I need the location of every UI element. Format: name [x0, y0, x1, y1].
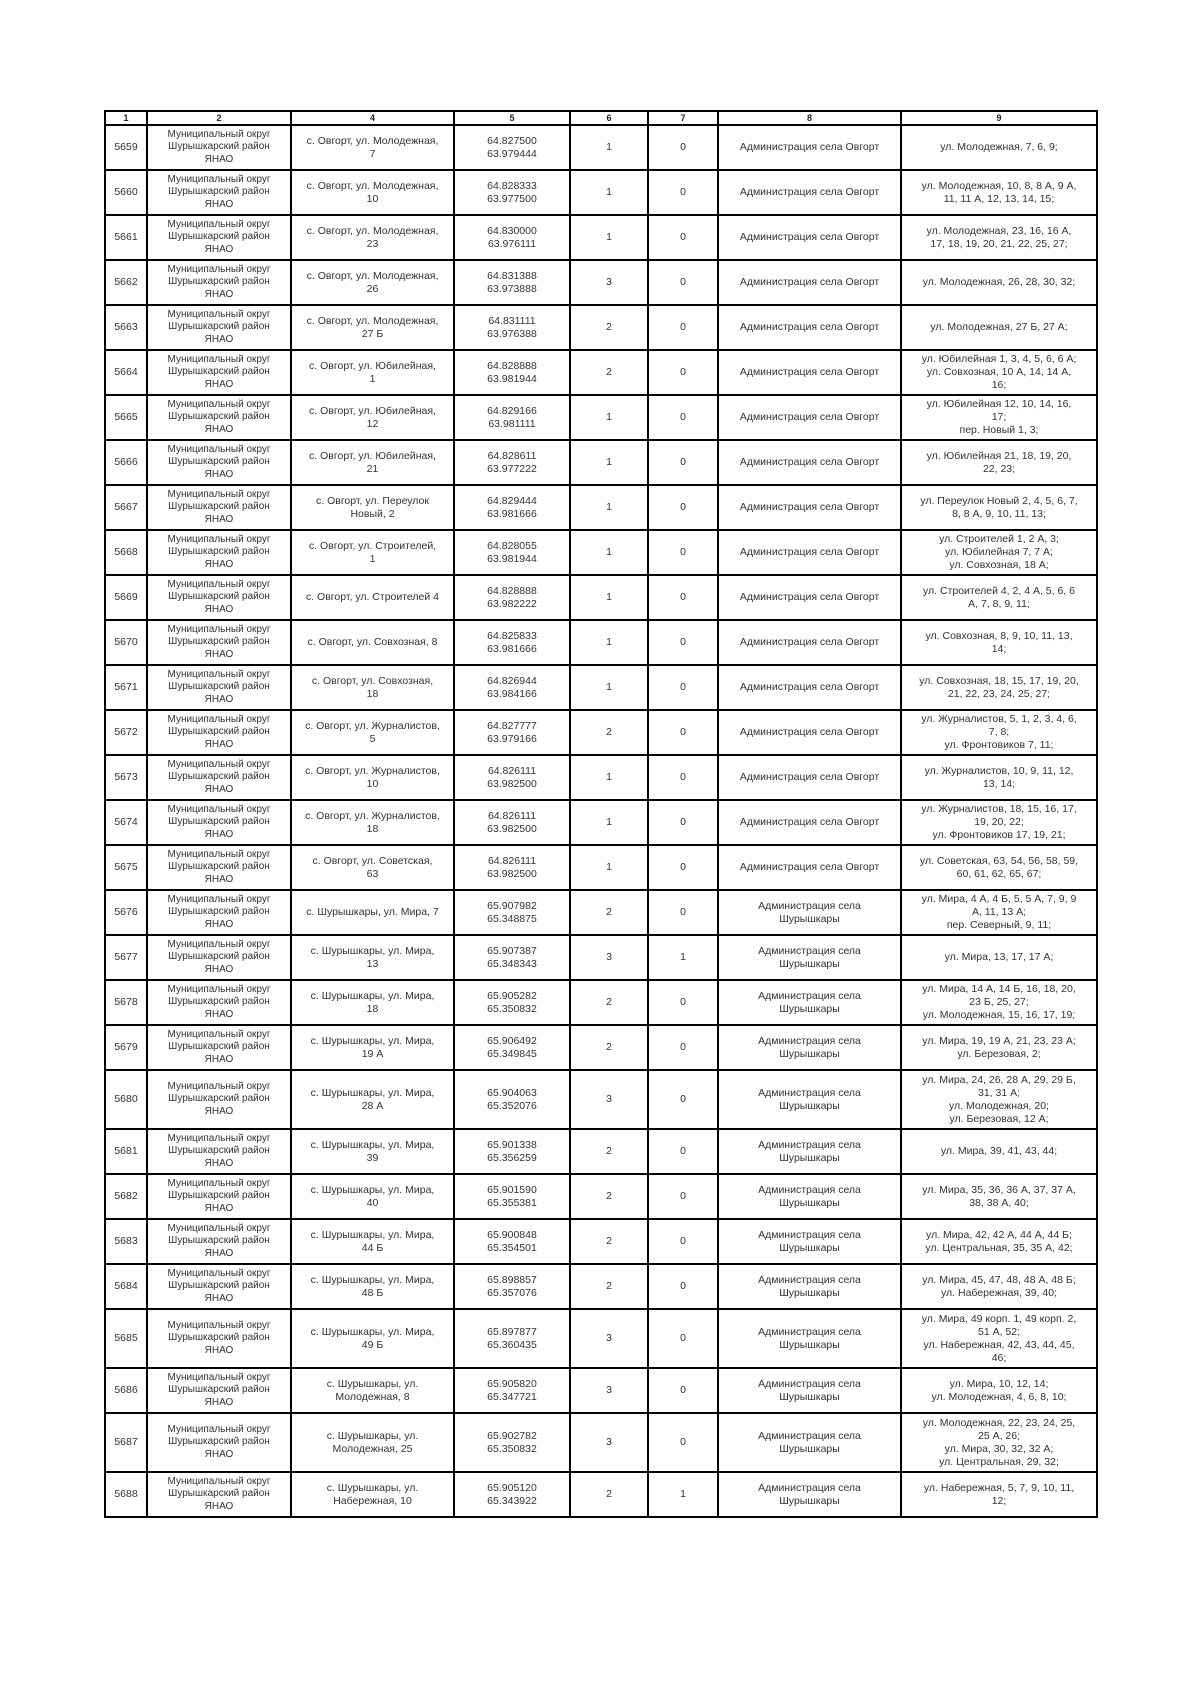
cell-coordinates: 64.828888 63.981944	[454, 350, 570, 395]
cell-served-addresses: ул. Юбилейная 12, 10, 14, 16, 17; пер. Новый 1, 3;	[901, 395, 1097, 440]
table-row	[105, 935, 1097, 980]
cell-municipality: Муниципальный округ Шурышкарский район ЯНАО	[147, 1070, 291, 1129]
table-row	[105, 215, 1097, 260]
cell-count: 2	[570, 890, 648, 935]
cell-number: 5688	[105, 1472, 147, 1517]
cell-served-addresses: ул. Молодежная, 22, 23, 24, 25, 25 А, 26; ул. Мира, 30, 32, 32 А; ул. Центральная, 29, 32;	[901, 1413, 1097, 1472]
cell-address: с. Шурышкары, ул. Набережная, 10	[291, 1472, 454, 1517]
header-cell: 9	[901, 111, 1097, 125]
cell-address: с. Шурышкары, ул. Молодежная, 8	[291, 1368, 454, 1413]
cell-administration: Администрация села Овгорт	[718, 350, 901, 395]
cell-address: с. Овгорт, ул. Молодежная, 10	[291, 170, 454, 215]
cell-flag: 0	[648, 1368, 718, 1413]
cell-municipality: Муниципальный округ Шурышкарский район ЯНАО	[147, 800, 291, 845]
cell-number: 5668	[105, 530, 147, 575]
cell-address: с. Овгорт, ул. Молодежная, 27 Б	[291, 305, 454, 350]
cell-administration: Администрация села Шурышкары	[718, 1129, 901, 1174]
cell-coordinates: 64.826111 63.982500	[454, 755, 570, 800]
cell-coordinates: 65.897877 65.360435	[454, 1309, 570, 1368]
header-cell: 1	[105, 111, 147, 125]
cell-count: 1	[570, 575, 648, 620]
cell-coordinates: 65.907982 65.348875	[454, 890, 570, 935]
cell-count: 1	[570, 620, 648, 665]
cell-administration: Администрация села Овгорт	[718, 755, 901, 800]
cell-address: с. Шурышкары, ул. Мира, 13	[291, 935, 454, 980]
document-table	[104, 110, 1098, 1518]
cell-count: 1	[570, 530, 648, 575]
cell-served-addresses: ул. Мира, 10, 12, 14; ул. Молодежная, 4, 6, 8, 10;	[901, 1368, 1097, 1413]
cell-address: с. Овгорт, ул. Молодежная, 23	[291, 215, 454, 260]
cell-coordinates: 65.907387 65.348343	[454, 935, 570, 980]
cell-coordinates: 65.905820 65.347721	[454, 1368, 570, 1413]
cell-administration: Администрация села Шурышкары	[718, 1174, 901, 1219]
cell-count: 3	[570, 1368, 648, 1413]
cell-administration: Администрация села Шурышкары	[718, 1070, 901, 1129]
cell-count: 2	[570, 350, 648, 395]
cell-address: с. Овгорт, ул. Юбилейная, 12	[291, 395, 454, 440]
cell-number: 5665	[105, 395, 147, 440]
cell-count: 2	[570, 305, 648, 350]
cell-flag: 0	[648, 1025, 718, 1070]
cell-served-addresses: ул. Строителей 4, 2, 4 А, 5, 6, 6 А, 7, 8, 9, 11;	[901, 575, 1097, 620]
table-row	[105, 440, 1097, 485]
cell-administration: Администрация села Овгорт	[718, 485, 901, 530]
table-row	[105, 1025, 1097, 1070]
cell-served-addresses: ул. Мира, 45, 47, 48, 48 А, 48 Б; ул. Набережная, 39, 40;	[901, 1264, 1097, 1309]
cell-address: с. Шурышкары, ул. Молодежная, 25	[291, 1413, 454, 1472]
table-row	[105, 800, 1097, 845]
table-row	[105, 665, 1097, 710]
header-cell: 8	[718, 111, 901, 125]
cell-count: 1	[570, 485, 648, 530]
cell-municipality: Муниципальный округ Шурышкарский район ЯНАО	[147, 1472, 291, 1517]
cell-address: с. Овгорт, ул. Советская, 63	[291, 845, 454, 890]
cell-administration: Администрация села Овгорт	[718, 215, 901, 260]
table-row	[105, 485, 1097, 530]
cell-coordinates: 64.829444 63.981666	[454, 485, 570, 530]
cell-municipality: Муниципальный округ Шурышкарский район ЯНАО	[147, 710, 291, 755]
table-body	[105, 111, 1097, 1517]
cell-number: 5684	[105, 1264, 147, 1309]
cell-number: 5683	[105, 1219, 147, 1264]
cell-served-addresses: ул. Строителей 1, 2 А, 3; ул. Юбилейная 7, 7 А; ул. Совхозная, 18 А;	[901, 530, 1097, 575]
header-cell: 5	[454, 111, 570, 125]
cell-coordinates: 64.826111 63.982500	[454, 800, 570, 845]
cell-number: 5663	[105, 305, 147, 350]
cell-flag: 1	[648, 935, 718, 980]
cell-count: 1	[570, 125, 648, 170]
cell-coordinates: 64.828611 63.977222	[454, 440, 570, 485]
cell-coordinates: 65.901338 65.356259	[454, 1129, 570, 1174]
cell-served-addresses: ул. Мира, 4 А, 4 Б, 5, 5 А, 7, 9, 9 А, 11, 13 А; пер. Северный, 9, 11;	[901, 890, 1097, 935]
table-row	[105, 260, 1097, 305]
cell-flag: 0	[648, 980, 718, 1025]
cell-municipality: Муниципальный округ Шурышкарский район ЯНАО	[147, 845, 291, 890]
cell-administration: Администрация села Шурышкары	[718, 980, 901, 1025]
cell-count: 3	[570, 1413, 648, 1472]
cell-number: 5680	[105, 1070, 147, 1129]
cell-address: с. Шурышкары, ул. Мира, 28 А	[291, 1070, 454, 1129]
table-row	[105, 1219, 1097, 1264]
cell-number: 5676	[105, 890, 147, 935]
cell-flag: 0	[648, 1309, 718, 1368]
cell-coordinates: 65.902782 65.350832	[454, 1413, 570, 1472]
cell-municipality: Муниципальный округ Шурышкарский район ЯНАО	[147, 305, 291, 350]
cell-count: 2	[570, 1219, 648, 1264]
cell-address: с. Овгорт, ул. Строителей 4	[291, 575, 454, 620]
cell-municipality: Муниципальный округ Шурышкарский район ЯНАО	[147, 1264, 291, 1309]
cell-flag: 0	[648, 1219, 718, 1264]
cell-address: с. Овгорт, ул. Переулок Новый, 2	[291, 485, 454, 530]
cell-served-addresses: ул. Юбилейная 21, 18, 19, 20, 22, 23;	[901, 440, 1097, 485]
cell-municipality: Муниципальный округ Шурышкарский район ЯНАО	[147, 395, 291, 440]
cell-count: 1	[570, 665, 648, 710]
cell-number: 5664	[105, 350, 147, 395]
cell-flag: 0	[648, 575, 718, 620]
cell-served-addresses: ул. Мира, 49 корп. 1, 49 корп. 2, 51 А, 52; ул. Набережная, 42, 43, 44, 45, 46;	[901, 1309, 1097, 1368]
cell-flag: 0	[648, 1413, 718, 1472]
table-row	[105, 1070, 1097, 1129]
cell-number: 5659	[105, 125, 147, 170]
cell-flag: 0	[648, 710, 718, 755]
cell-served-addresses: ул. Совхозная, 18, 15, 17, 19, 20, 21, 22, 23, 24, 25, 27;	[901, 665, 1097, 710]
table-row	[105, 845, 1097, 890]
cell-served-addresses: ул. Набережная, 5, 7, 9, 10, 11, 12;	[901, 1472, 1097, 1517]
cell-administration: Администрация села Шурышкары	[718, 1368, 901, 1413]
cell-administration: Администрация села Овгорт	[718, 665, 901, 710]
cell-number: 5671	[105, 665, 147, 710]
cell-number: 5675	[105, 845, 147, 890]
cell-coordinates: 65.898857 65.357076	[454, 1264, 570, 1309]
cell-served-addresses: ул. Мира, 35, 36, 36 А, 37, 37 А, 38, 38 А, 40;	[901, 1174, 1097, 1219]
cell-served-addresses: ул. Мира, 14 А, 14 Б, 16, 18, 20, 23 Б, 25, 27; ул. Молодежная, 15, 16, 17, 19;	[901, 980, 1097, 1025]
cell-administration: Администрация села Шурышкары	[718, 1219, 901, 1264]
cell-municipality: Муниципальный округ Шурышкарский район ЯНАО	[147, 125, 291, 170]
cell-coordinates: 64.831111 63.976388	[454, 305, 570, 350]
cell-administration: Администрация села Овгорт	[718, 170, 901, 215]
cell-municipality: Муниципальный округ Шурышкарский район ЯНАО	[147, 755, 291, 800]
cell-administration: Администрация села Овгорт	[718, 800, 901, 845]
cell-flag: 0	[648, 1264, 718, 1309]
table-row	[105, 395, 1097, 440]
cell-count: 2	[570, 710, 648, 755]
cell-address: с. Овгорт, ул. Юбилейная, 21	[291, 440, 454, 485]
table-row	[105, 620, 1097, 665]
cell-flag: 0	[648, 260, 718, 305]
cell-coordinates: 64.826944 63.984166	[454, 665, 570, 710]
cell-number: 5679	[105, 1025, 147, 1070]
cell-flag: 0	[648, 485, 718, 530]
cell-address: с. Шурышкары, ул. Мира, 48 Б	[291, 1264, 454, 1309]
cell-municipality: Муниципальный округ Шурышкарский район ЯНАО	[147, 935, 291, 980]
cell-coordinates: 64.828888 63.982222	[454, 575, 570, 620]
table-row	[105, 1174, 1097, 1219]
cell-number: 5661	[105, 215, 147, 260]
table-row	[105, 305, 1097, 350]
cell-number: 5662	[105, 260, 147, 305]
cell-address: с. Шурышкары, ул. Мира, 39	[291, 1129, 454, 1174]
table-row	[105, 980, 1097, 1025]
cell-number: 5687	[105, 1413, 147, 1472]
table-row	[105, 1129, 1097, 1174]
cell-administration: Администрация села Шурышкары	[718, 1309, 901, 1368]
cell-flag: 0	[648, 305, 718, 350]
cell-address: с. Шурышкары, ул. Мира, 19 А	[291, 1025, 454, 1070]
cell-coordinates: 65.905282 65.350832	[454, 980, 570, 1025]
cell-administration: Администрация села Шурышкары	[718, 1264, 901, 1309]
cell-address: с. Шурышкары, ул. Мира, 49 Б	[291, 1309, 454, 1368]
cell-served-addresses: ул. Молодежная, 23, 16, 16 А, 17, 18, 19, 20, 21, 22, 25, 27;	[901, 215, 1097, 260]
cell-served-addresses: ул. Советская, 63, 54, 56, 58, 59, 60, 61, 62, 65, 67;	[901, 845, 1097, 890]
cell-flag: 0	[648, 845, 718, 890]
table-row	[105, 1413, 1097, 1472]
cell-administration: Администрация села Овгорт	[718, 530, 901, 575]
cell-count: 1	[570, 170, 648, 215]
cell-flag: 0	[648, 1174, 718, 1219]
table-row	[105, 170, 1097, 215]
table-row	[105, 350, 1097, 395]
cell-address: с. Овгорт, ул. Молодежная, 7	[291, 125, 454, 170]
cell-count: 3	[570, 935, 648, 980]
cell-count: 1	[570, 845, 648, 890]
cell-number: 5660	[105, 170, 147, 215]
header-cell: 6	[570, 111, 648, 125]
cell-number: 5670	[105, 620, 147, 665]
cell-number: 5681	[105, 1129, 147, 1174]
cell-administration: Администрация села Шурышкары	[718, 1413, 901, 1472]
cell-served-addresses: ул. Мира, 19, 19 А, 21, 23, 23 А; ул. Березовая, 2;	[901, 1025, 1097, 1070]
cell-count: 1	[570, 395, 648, 440]
cell-coordinates: 64.829166 63.981111	[454, 395, 570, 440]
cell-coordinates: 65.905120 65.343922	[454, 1472, 570, 1517]
cell-municipality: Муниципальный округ Шурышкарский район ЯНАО	[147, 1025, 291, 1070]
cell-flag: 0	[648, 440, 718, 485]
cell-count: 2	[570, 1472, 648, 1517]
cell-flag: 0	[648, 170, 718, 215]
cell-municipality: Муниципальный округ Шурышкарский район ЯНАО	[147, 665, 291, 710]
table-row	[105, 530, 1097, 575]
cell-coordinates: 65.904063 65.352076	[454, 1070, 570, 1129]
cell-administration: Администрация села Овгорт	[718, 710, 901, 755]
cell-municipality: Муниципальный округ Шурышкарский район ЯНАО	[147, 170, 291, 215]
table-row	[105, 710, 1097, 755]
cell-municipality: Муниципальный округ Шурышкарский район ЯНАО	[147, 260, 291, 305]
cell-administration: Администрация села Овгорт	[718, 440, 901, 485]
cell-administration: Администрация села Овгорт	[718, 395, 901, 440]
table-row	[105, 755, 1097, 800]
cell-address: с. Шурышкары, ул. Мира, 44 Б	[291, 1219, 454, 1264]
cell-administration: Администрация села Овгорт	[718, 845, 901, 890]
table-row	[105, 575, 1097, 620]
cell-coordinates: 64.828055 63.981944	[454, 530, 570, 575]
cell-number: 5685	[105, 1309, 147, 1368]
cell-coordinates: 64.831388 63.973888	[454, 260, 570, 305]
cell-served-addresses: ул. Переулок Новый 2, 4, 5, 6, 7, 8, 8 А, 9, 10, 11, 13;	[901, 485, 1097, 530]
cell-served-addresses: ул. Мира, 24, 26, 28 А, 29, 29 Б, 31, 31 А; ул. Молодежная, 20; ул. Березовая, 12 А;	[901, 1070, 1097, 1129]
cell-served-addresses: ул. Молодежная, 7, 6, 9;	[901, 125, 1097, 170]
cell-served-addresses: ул. Мира, 39, 41, 43, 44;	[901, 1129, 1097, 1174]
cell-address: с. Овгорт, ул. Совхозная, 8	[291, 620, 454, 665]
cell-coordinates: 65.900848 65.354501	[454, 1219, 570, 1264]
table-row	[105, 125, 1097, 170]
cell-municipality: Муниципальный округ Шурышкарский район ЯНАО	[147, 890, 291, 935]
header-cell: 7	[648, 111, 718, 125]
cell-served-addresses: ул. Молодежная, 10, 8, 8 А, 9 А, 11, 11 А, 12, 13, 14, 15;	[901, 170, 1097, 215]
cell-address: с. Овгорт, ул. Журналистов, 10	[291, 755, 454, 800]
cell-count: 3	[570, 1309, 648, 1368]
cell-coordinates: 65.901590 65.355381	[454, 1174, 570, 1219]
cell-municipality: Муниципальный округ Шурышкарский район ЯНАО	[147, 1219, 291, 1264]
cell-municipality: Муниципальный округ Шурышкарский район ЯНАО	[147, 1174, 291, 1219]
cell-count: 1	[570, 440, 648, 485]
cell-coordinates: 65.906492 65.349845	[454, 1025, 570, 1070]
cell-administration: Администрация села Овгорт	[718, 305, 901, 350]
cell-count: 3	[570, 1070, 648, 1129]
cell-coordinates: 64.828333 63.977500	[454, 170, 570, 215]
cell-number: 5677	[105, 935, 147, 980]
cell-administration: Администрация села Овгорт	[718, 575, 901, 620]
cell-municipality: Муниципальный округ Шурышкарский район ЯНАО	[147, 1413, 291, 1472]
cell-number: 5673	[105, 755, 147, 800]
cell-municipality: Муниципальный округ Шурышкарский район ЯНАО	[147, 485, 291, 530]
cell-served-addresses: ул. Мира, 13, 17, 17 А;	[901, 935, 1097, 980]
header-cell: 2	[147, 111, 291, 125]
cell-municipality: Муниципальный округ Шурышкарский район ЯНАО	[147, 1368, 291, 1413]
cell-coordinates: 64.827777 63.979166	[454, 710, 570, 755]
table-row	[105, 1472, 1097, 1517]
table-row	[105, 890, 1097, 935]
cell-served-addresses: ул. Журналистов, 5, 1, 2, 3, 4, 6, 7, 8; ул. Фронтовиков 7, 11;	[901, 710, 1097, 755]
cell-served-addresses: ул. Мира, 42, 42 А, 44 А, 44 Б; ул. Центральная, 35, 35 А, 42;	[901, 1219, 1097, 1264]
cell-served-addresses: ул. Юбилейная 1, 3, 4, 5, 6, 6 А; ул. Совхозная, 10 А, 14, 14 А, 16;	[901, 350, 1097, 395]
cell-municipality: Муниципальный округ Шурышкарский район ЯНАО	[147, 215, 291, 260]
cell-flag: 0	[648, 800, 718, 845]
cell-count: 1	[570, 800, 648, 845]
cell-number: 5667	[105, 485, 147, 530]
cell-count: 3	[570, 260, 648, 305]
cell-administration: Администрация села Шурышкары	[718, 1025, 901, 1070]
cell-served-addresses: ул. Молодежная, 27 Б, 27 А;	[901, 305, 1097, 350]
cell-number: 5669	[105, 575, 147, 620]
cell-count: 2	[570, 1129, 648, 1174]
cell-flag: 0	[648, 350, 718, 395]
cell-coordinates: 64.825833 63.981666	[454, 620, 570, 665]
cell-municipality: Муниципальный округ Шурышкарский район ЯНАО	[147, 620, 291, 665]
cell-served-addresses: ул. Журналистов, 10, 9, 11, 12, 13, 14;	[901, 755, 1097, 800]
cell-municipality: Муниципальный округ Шурышкарский район ЯНАО	[147, 530, 291, 575]
cell-address: с. Овгорт, ул. Журналистов, 18	[291, 800, 454, 845]
cell-municipality: Муниципальный округ Шурышкарский район ЯНАО	[147, 1129, 291, 1174]
cell-number: 5678	[105, 980, 147, 1025]
cell-address: с. Шурышкары, ул. Мира, 18	[291, 980, 454, 1025]
cell-flag: 0	[648, 1129, 718, 1174]
cell-number: 5672	[105, 710, 147, 755]
cell-administration: Администрация села Шурышкары	[718, 935, 901, 980]
cell-administration: Администрация села Шурышкары	[718, 1472, 901, 1517]
cell-address: с. Шурышкары, ул. Мира, 7	[291, 890, 454, 935]
cell-municipality: Муниципальный округ Шурышкарский район ЯНАО	[147, 1309, 291, 1368]
cell-administration: Администрация села Овгорт	[718, 260, 901, 305]
cell-count: 2	[570, 980, 648, 1025]
cell-coordinates: 64.827500 63.979444	[454, 125, 570, 170]
cell-address: с. Овгорт, ул. Молодежная, 26	[291, 260, 454, 305]
cell-coordinates: 64.826111 63.982500	[454, 845, 570, 890]
cell-served-addresses: ул. Молодежная, 26, 28, 30, 32;	[901, 260, 1097, 305]
cell-number: 5666	[105, 440, 147, 485]
cell-served-addresses: ул. Совхозная, 8, 9, 10, 11, 13, 14;	[901, 620, 1097, 665]
cell-administration: Администрация села Шурышкары	[718, 890, 901, 935]
cell-administration: Администрация села Овгорт	[718, 125, 901, 170]
cell-address: с. Овгорт, ул. Совхозная, 18	[291, 665, 454, 710]
cell-flag: 0	[648, 530, 718, 575]
table-row	[105, 1368, 1097, 1413]
table-row	[105, 1309, 1097, 1368]
cell-flag: 1	[648, 1472, 718, 1517]
cell-flag: 0	[648, 1070, 718, 1129]
cell-address: с. Шурышкары, ул. Мира, 40	[291, 1174, 454, 1219]
cell-municipality: Муниципальный округ Шурышкарский район ЯНАО	[147, 440, 291, 485]
cell-count: 2	[570, 1174, 648, 1219]
header-cell: 4	[291, 111, 454, 125]
table-row	[105, 1264, 1097, 1309]
cell-coordinates: 64.830000 63.976111	[454, 215, 570, 260]
cell-flag: 0	[648, 890, 718, 935]
cell-municipality: Муниципальный округ Шурышкарский район ЯНАО	[147, 575, 291, 620]
cell-flag: 0	[648, 665, 718, 710]
cell-number: 5674	[105, 800, 147, 845]
cell-flag: 0	[648, 755, 718, 800]
cell-count: 1	[570, 215, 648, 260]
cell-address: с. Овгорт, ул. Журналистов, 5	[291, 710, 454, 755]
cell-address: с. Овгорт, ул. Юбилейная, 1	[291, 350, 454, 395]
cell-address: с. Овгорт, ул. Строителей, 1	[291, 530, 454, 575]
cell-flag: 0	[648, 395, 718, 440]
cell-count: 1	[570, 755, 648, 800]
cell-flag: 0	[648, 125, 718, 170]
cell-flag: 0	[648, 620, 718, 665]
cell-count: 2	[570, 1264, 648, 1309]
cell-municipality: Муниципальный округ Шурышкарский район ЯНАО	[147, 350, 291, 395]
cell-flag: 0	[648, 215, 718, 260]
table-header-row	[105, 111, 1097, 125]
cell-served-addresses: ул. Журналистов, 18, 15, 16, 17, 19, 20, 22; ул. Фронтовиков 17, 19, 21;	[901, 800, 1097, 845]
cell-number: 5682	[105, 1174, 147, 1219]
cell-count: 2	[570, 1025, 648, 1070]
cell-administration: Администрация села Овгорт	[718, 620, 901, 665]
cell-number: 5686	[105, 1368, 147, 1413]
cell-municipality: Муниципальный округ Шурышкарский район ЯНАО	[147, 980, 291, 1025]
